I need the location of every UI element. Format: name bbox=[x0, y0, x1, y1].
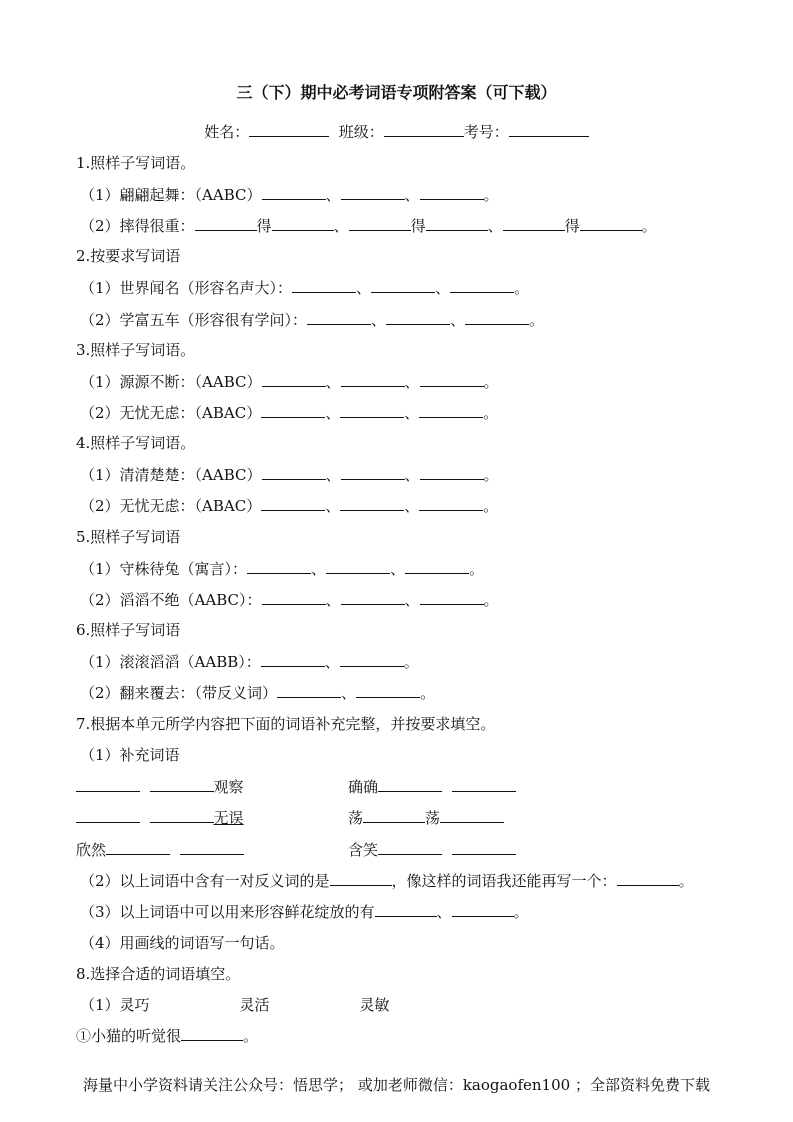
q5-item1-blank[interactable] bbox=[326, 559, 390, 574]
q7-word-xinran: 欣然 bbox=[76, 841, 107, 859]
q3-item1 bbox=[80, 372, 499, 392]
q7-blank[interactable] bbox=[440, 808, 504, 823]
q4-punct: 。 bbox=[483, 497, 499, 515]
q7-heading: 7.根据本单元所学内容把下面的词语补充完整，并按要求填空。 bbox=[76, 715, 496, 733]
q7-blank[interactable] bbox=[150, 808, 214, 823]
q7-sub3-blank1[interactable] bbox=[375, 902, 437, 917]
q2-punct: 。 bbox=[529, 311, 545, 329]
q1-item2-blank[interactable] bbox=[580, 216, 642, 231]
q3-item1-blank[interactable] bbox=[341, 372, 405, 387]
q2-item1-blank[interactable] bbox=[371, 278, 435, 293]
q8-sub1 bbox=[80, 995, 390, 1015]
q7-word-dang1: 荡 bbox=[348, 809, 364, 827]
q7-blank[interactable] bbox=[452, 840, 516, 855]
q6-heading: 6.照样子写词语 bbox=[76, 621, 181, 639]
q6-item1-blank[interactable] bbox=[340, 652, 404, 667]
q7-blank[interactable] bbox=[150, 777, 214, 792]
q3-punct: 、 bbox=[404, 373, 420, 391]
student-info-row bbox=[0, 121, 793, 142]
q5-heading: 5.照样子写词语 bbox=[76, 528, 181, 546]
q6-item2-blank[interactable] bbox=[277, 683, 341, 698]
q6-item2 bbox=[80, 683, 435, 703]
q6-punct: 。 bbox=[420, 684, 436, 702]
q1-item2-blank[interactable] bbox=[503, 216, 565, 231]
q1-item1 bbox=[80, 185, 499, 205]
q1-item2-blank[interactable] bbox=[349, 216, 411, 231]
q7-sub3-prompt: （3）以上词语中可以用来形容鲜花绽放的有 bbox=[80, 903, 375, 921]
q8-sub1-label: （1） bbox=[80, 996, 120, 1014]
q1-punct: 、 bbox=[325, 186, 341, 204]
q1-item2-prompt: （2）摔得很重： bbox=[80, 217, 195, 235]
q6-punct: 。 bbox=[403, 653, 419, 671]
q2-heading: 2.按要求写词语 bbox=[76, 247, 181, 265]
q4-item2-blank[interactable] bbox=[261, 496, 325, 511]
q1-item2-blank[interactable] bbox=[195, 216, 257, 231]
q7-fill-row2-right bbox=[348, 808, 504, 828]
q5-item1 bbox=[80, 559, 484, 579]
q4-heading: 4.照样子写词语。 bbox=[76, 434, 196, 452]
q8-punct: 。 bbox=[243, 1027, 259, 1045]
q5-punct: 、 bbox=[325, 591, 341, 609]
q1-item1-blank3[interactable] bbox=[420, 185, 484, 200]
q2-item1-blank[interactable] bbox=[292, 278, 356, 293]
q2-item1-prompt: （1）世界闻名（形容名声大）： bbox=[80, 279, 293, 297]
q4-item2-blank[interactable] bbox=[340, 496, 404, 511]
q7-sub2 bbox=[80, 871, 694, 891]
q2-item1-blank[interactable] bbox=[450, 278, 514, 293]
q4-item1-blank[interactable] bbox=[420, 465, 484, 480]
q1-de: 得 bbox=[564, 217, 580, 235]
q7-blank[interactable] bbox=[363, 808, 425, 823]
q3-punct: 、 bbox=[404, 404, 420, 422]
q5-item2-blank[interactable] bbox=[341, 590, 405, 605]
q3-item1-blank[interactable] bbox=[262, 372, 326, 387]
q4-punct: 、 bbox=[404, 466, 420, 484]
q7-fill-row3-right bbox=[348, 840, 516, 860]
q3-item2-blank[interactable] bbox=[261, 403, 325, 418]
q2-item2 bbox=[80, 310, 544, 330]
q8-sentence1 bbox=[76, 1026, 258, 1046]
q7-fill-row1-right bbox=[348, 777, 516, 797]
q7-blank[interactable] bbox=[76, 808, 140, 823]
q3-punct: 、 bbox=[325, 373, 341, 391]
q2-punct: 、 bbox=[371, 311, 387, 329]
q5-item2-blank[interactable] bbox=[262, 590, 326, 605]
q1-de: 得 bbox=[410, 217, 426, 235]
q8-option-3: 灵敏 bbox=[359, 996, 390, 1014]
q5-item1-prompt: （1）守株待兔（寓言）： bbox=[80, 560, 248, 578]
q8-option-2: 灵活 bbox=[239, 996, 270, 1014]
q3-heading: 3.照样子写词语。 bbox=[76, 341, 196, 359]
q7-sub4: （4）用画线的词语写一句话。 bbox=[80, 934, 285, 952]
q5-punct: 、 bbox=[404, 591, 420, 609]
q2-item2-blank[interactable] bbox=[465, 310, 529, 325]
q3-item2 bbox=[80, 403, 498, 423]
q2-punct: 。 bbox=[514, 279, 530, 297]
q7-blank[interactable] bbox=[180, 840, 244, 855]
q5-item2 bbox=[80, 590, 499, 610]
q4-item1-prompt: （1）清清楚楚：（AABC） bbox=[80, 466, 262, 484]
q1-item1-blank1[interactable] bbox=[262, 185, 326, 200]
q2-punct: 、 bbox=[450, 311, 466, 329]
q8-heading: 8.选择合适的词语填空。 bbox=[76, 965, 241, 983]
q7-sub3 bbox=[80, 902, 529, 922]
q7-sub2-prompt2: ，像这样的词语我还能再写一个： bbox=[391, 872, 617, 890]
q7-fill-row1-left bbox=[76, 777, 244, 797]
q1-de: 得 bbox=[256, 217, 272, 235]
q5-item1-blank[interactable] bbox=[247, 559, 311, 574]
q6-item1-prompt: （1）滚滚滔滔（AABB）： bbox=[80, 653, 261, 671]
number-label: 考号： bbox=[463, 123, 509, 141]
q3-punct: 、 bbox=[325, 404, 341, 422]
q2-item2-blank[interactable] bbox=[386, 310, 450, 325]
q4-item1-blank[interactable] bbox=[262, 465, 326, 480]
q7-punct: 。 bbox=[678, 872, 694, 890]
q7-punct: 、 bbox=[436, 903, 452, 921]
q3-punct: 。 bbox=[483, 404, 499, 422]
q7-word-dang2: 荡 bbox=[425, 809, 441, 827]
q1-punct: 、 bbox=[333, 217, 349, 235]
q4-punct: 、 bbox=[325, 466, 341, 484]
q1-heading: 1.照样子写词语。 bbox=[76, 154, 196, 172]
q5-punct: 、 bbox=[311, 560, 327, 578]
q5-item2-prompt: （2）滔滔不绝（AABC）： bbox=[80, 591, 262, 609]
page-footer: 海量中小学资料请关注公众号：悟思学； 或加老师微信：kaogaofen100 ；全部资料免费下载 bbox=[83, 1076, 710, 1094]
q7-word-quequ: 确确 bbox=[348, 778, 379, 796]
q1-punct: 。 bbox=[641, 217, 657, 235]
q1-punct: 、 bbox=[404, 186, 420, 204]
q7-blank[interactable] bbox=[452, 777, 516, 792]
q6-punct: 、 bbox=[324, 653, 340, 671]
q3-item1-prompt: （1）源源不断：（AABC） bbox=[80, 373, 262, 391]
q7-blank[interactable] bbox=[378, 840, 442, 855]
q2-item2-blank[interactable] bbox=[307, 310, 371, 325]
q1-punct: 、 bbox=[487, 217, 503, 235]
q7-blank[interactable] bbox=[106, 840, 170, 855]
q4-punct: 、 bbox=[325, 497, 341, 515]
q2-item2-prompt: （2）学富五车（形容很有学问）： bbox=[80, 311, 308, 329]
q4-punct: 、 bbox=[404, 497, 420, 515]
q5-punct: 。 bbox=[469, 560, 485, 578]
class-label: 班级： bbox=[338, 123, 384, 141]
q8-option-1: 灵巧 bbox=[119, 996, 150, 1014]
q6-item2-blank[interactable] bbox=[356, 683, 420, 698]
q1-punct: 。 bbox=[483, 186, 499, 204]
q7-fill-row2-left bbox=[76, 808, 244, 828]
name-blank[interactable] bbox=[249, 122, 329, 137]
q7-sub3-blank2[interactable] bbox=[452, 902, 514, 917]
q3-item1-blank[interactable] bbox=[420, 372, 484, 387]
q1-item2-blank[interactable] bbox=[426, 216, 488, 231]
q8-sentence1-blank[interactable] bbox=[181, 1026, 243, 1041]
page-title: 三（下）期中必考词语专项附答案（可下载） bbox=[236, 83, 557, 102]
q6-item1 bbox=[80, 652, 419, 672]
q7-blank[interactable] bbox=[378, 777, 442, 792]
q7-sub1: （1）补充词语 bbox=[80, 746, 180, 764]
q7-word-wuwu: 无误 bbox=[213, 809, 244, 827]
q5-item2-blank[interactable] bbox=[420, 590, 484, 605]
q7-blank[interactable] bbox=[76, 777, 140, 792]
q5-punct: 、 bbox=[390, 560, 406, 578]
q7-punct: 。 bbox=[513, 903, 529, 921]
q1-item1-blank2[interactable] bbox=[341, 185, 405, 200]
q6-punct: 、 bbox=[341, 684, 357, 702]
q1-item2-blank[interactable] bbox=[272, 216, 334, 231]
q4-item1 bbox=[80, 465, 499, 485]
name-label: 姓名： bbox=[204, 123, 250, 141]
q1-item1-prompt: （1）翩翩起舞：（AABC） bbox=[80, 186, 262, 204]
q2-punct: 、 bbox=[356, 279, 372, 297]
q7-sub2-blank1[interactable] bbox=[330, 871, 392, 886]
q4-item1-blank[interactable] bbox=[341, 465, 405, 480]
q1-item2 bbox=[80, 216, 657, 236]
q7-sub2-prompt: （2）以上词语中含有一对反义词的是 bbox=[80, 872, 330, 890]
number-blank[interactable] bbox=[509, 122, 589, 137]
q4-item2-prompt: （2）无忧无虑：（ABAC） bbox=[80, 497, 262, 515]
q5-item1-blank[interactable] bbox=[405, 559, 469, 574]
q7-sub2-blank2[interactable] bbox=[617, 871, 679, 886]
q3-item2-blank[interactable] bbox=[340, 403, 404, 418]
q4-item2 bbox=[80, 496, 498, 516]
q3-punct: 。 bbox=[483, 373, 499, 391]
q2-punct: 、 bbox=[435, 279, 451, 297]
q4-punct: 。 bbox=[483, 466, 499, 484]
q8-sentence1-prompt: ①小猫的听觉很 bbox=[76, 1027, 182, 1045]
q7-word-guancha: 观察 bbox=[213, 778, 244, 796]
q7-word-hanxiao: 含笑 bbox=[348, 841, 379, 859]
class-blank[interactable] bbox=[384, 122, 464, 137]
q6-item2-prompt: （2）翻来覆去：（带反义词） bbox=[80, 684, 278, 702]
q3-item2-blank[interactable] bbox=[419, 403, 483, 418]
q6-item1-blank[interactable] bbox=[261, 652, 325, 667]
q2-item1 bbox=[80, 278, 529, 298]
q5-punct: 。 bbox=[483, 591, 499, 609]
q3-item2-prompt: （2）无忧无虑：（ABAC） bbox=[80, 404, 262, 422]
q7-fill-row3-left bbox=[76, 840, 244, 860]
q4-item2-blank[interactable] bbox=[419, 496, 483, 511]
